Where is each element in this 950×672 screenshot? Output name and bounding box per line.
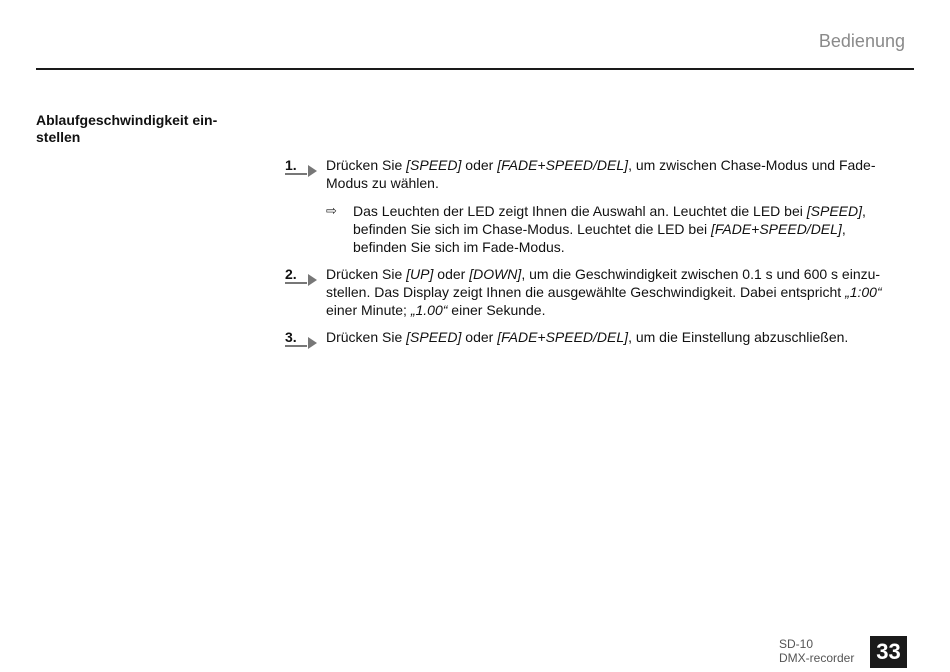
underline-bar (285, 282, 307, 284)
underline-bar (285, 173, 307, 175)
result-text: Das Leuchten der LED zeigt Ihnen die Auswahl an. Leuchtet die LED bei (353, 203, 807, 219)
step-text: einer Sekunde. (447, 302, 546, 318)
step-text: Drücken Sie (326, 157, 407, 173)
underline-bar (285, 345, 307, 347)
step-text: Drücken Sie (326, 329, 407, 345)
button-name: [SPEED] (406, 157, 462, 173)
step-text: einer Minute; (326, 302, 411, 318)
step-number: 2. (285, 266, 297, 282)
result-text: , befinden Sie sich im Fade-Modus. (353, 221, 846, 255)
button-name: [SPEED] (406, 329, 462, 345)
result-text: , befinden Sie sich im Chase-Modus. Leuchtet die LED bei (353, 203, 866, 237)
instruction-steps (285, 156, 895, 355)
footer-product-info (779, 637, 854, 665)
step-text: , um die Einstellung abzuschließen. (628, 329, 849, 345)
step-number: 3. (285, 329, 297, 345)
button-name: [DOWN] (469, 266, 522, 282)
product-name: DMX-recorder (779, 651, 855, 665)
step-text: , um zwischen Chase-Modus und Fade-Modus zu wählen. (326, 157, 876, 191)
step-number-marker (285, 156, 323, 176)
model-name: SD-10 (779, 637, 814, 651)
step-number-marker (285, 265, 323, 285)
button-name: [FADE+SPEED/DEL] (497, 329, 629, 345)
arrow-right-icon (308, 165, 317, 177)
button-name: [UP] (406, 266, 434, 282)
step-text: , um die Geschwindigkeit zwischen 0.1 s und 600 s einzustellen. Das Display zeigt Ihnen die ausgewählte Geschwindigkeit. Dabei entspricht (326, 266, 881, 300)
page-number: 33 (870, 636, 907, 668)
step-text: oder (461, 329, 498, 345)
button-name: [FADE+SPEED/DEL] (710, 221, 842, 237)
step-3 (285, 328, 895, 346)
step-number-marker (285, 328, 323, 348)
step-text: Drücken Sie (326, 266, 407, 282)
step-1 (285, 156, 895, 192)
step-2 (285, 265, 895, 319)
step-result (285, 202, 895, 256)
arrow-right-icon (308, 274, 317, 286)
display-value: „1.00“ (410, 302, 448, 318)
page-header-title: Bedienung (818, 31, 905, 51)
step-text: oder (433, 266, 470, 282)
arrow-right-icon (308, 337, 317, 349)
step-number: 1. (285, 157, 297, 173)
display-value: „1:00“ (845, 284, 882, 300)
button-name: [SPEED] (806, 203, 862, 219)
section-heading: Ablaufgeschwindigkeit ein-stellen (36, 112, 218, 145)
button-name: [FADE+SPEED/DEL] (497, 157, 629, 173)
step-text: oder (461, 157, 498, 173)
result-arrow-icon: ⇨ (326, 203, 337, 218)
header-divider (36, 68, 914, 70)
